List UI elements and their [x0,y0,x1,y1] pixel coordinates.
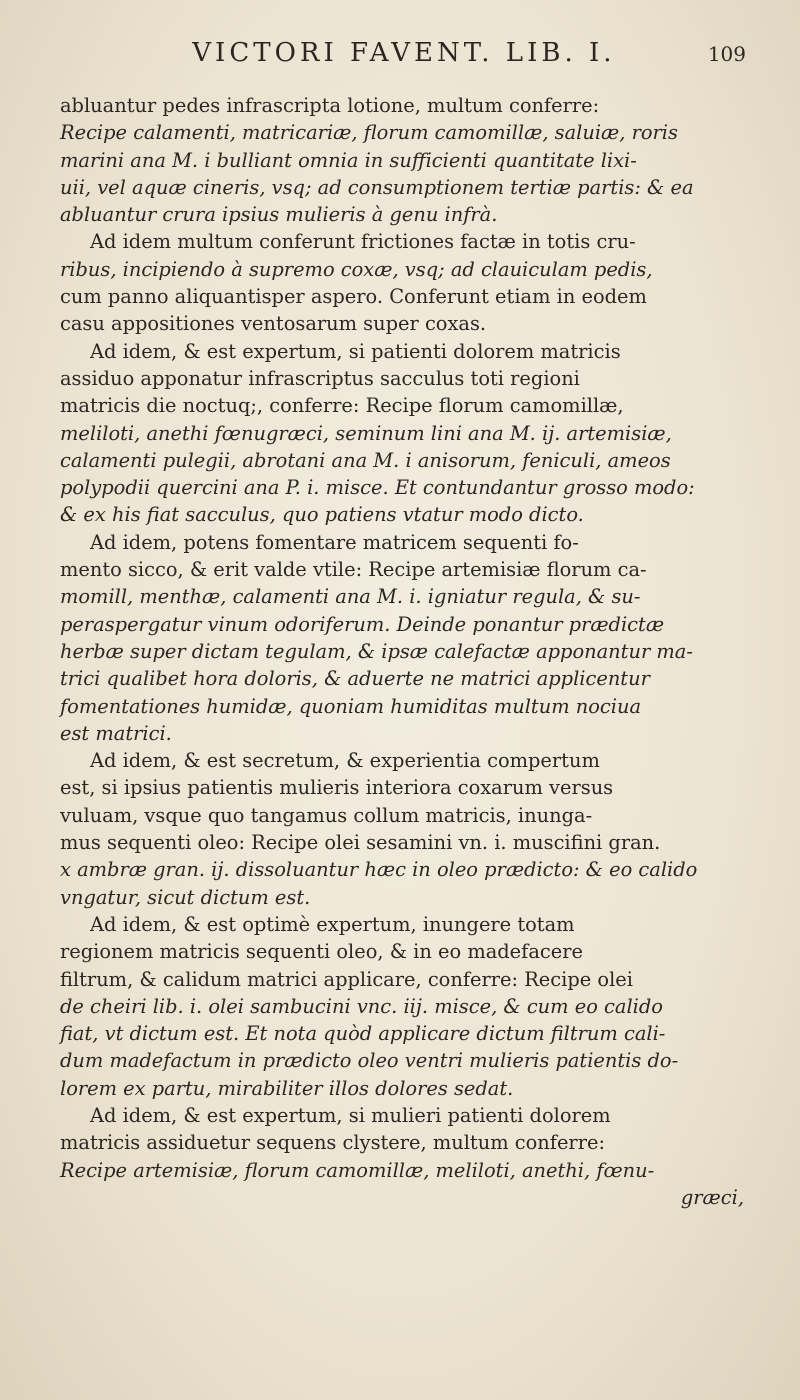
text-line: mento sicco, & erit valde vtile: Recipe artemisiæ florum ca- [60,558,647,582]
text-line: ribus, incipiendo à supremo coxæ, vsq; ad clauiculam pedis, [60,257,653,281]
text-line: Recipe artemisiæ, florum camomillæ, meliloti, anethi, fœnu- [60,1158,655,1182]
running-head: VICTORI FAVENT. LIB. I. [192,38,616,68]
text-line: peraspergatur vinum odoriferum. Deinde ponantur prædictæ [60,612,665,636]
text-line: x ambræ gran. ij. dissoluantur hæc in oleo prædicto: & eo calido [60,858,698,882]
text-line: herbæ super dictam tegulam, & ipsæ calefactæ apponantur ma- [60,639,693,663]
text-line: de cheiri lib. i. olei sambucini vnc. iij. misce, & cum eo calido [60,994,663,1018]
paragraph-7 [60,1102,754,1211]
page-header [60,38,754,78]
text-line: abluantur pedes infrascripta lotione, multum conferre: [60,94,600,117]
text-line: fiat, vt dictum est. Et nota quòd applicare dictum filtrum cali- [60,1022,666,1046]
text-line: lorem ex partu, mirabiliter illos dolores sedat. [60,1076,514,1100]
text-line: mus sequenti oleo: Recipe olei sesamini vn. i. muscifini gran. [60,831,661,855]
text-line: cum panno aliquantisper aspero. Conferunt etiam in eodem [60,285,647,309]
paragraph-4 [60,529,754,747]
text-line: Ad idem, & est expertum, si mulieri patienti dolorem [90,1103,611,1127]
page-body [60,92,754,1211]
text-line: polypodii quercini ana P. i. misce. Et contundantur grosso modo: [60,476,695,500]
paragraph-6 [60,911,754,1102]
text-line: abluantur crura ipsius mulieris à genu infrà. [60,203,498,227]
text-line: Recipe calamenti, matricariæ, florum camomillæ, saluiæ, roris [60,121,678,145]
text-line: matricis die noctuq;, conferre: Recipe florum camomillæ, [60,394,624,418]
text-line: momill, menthæ, calamenti ana M. i. igniatur regula, & su- [60,585,641,609]
text-line: Ad idem multum conferunt frictiones factæ in totis cru- [90,230,636,254]
text-line: assiduo apponatur infrascriptus sacculus toti regioni [60,366,580,390]
text-line: casu appositiones ventosarum super coxas. [60,312,487,336]
text-line: Ad idem, & est expertum, si patienti dolorem matricis [90,339,621,363]
text-line: matricis assiduetur sequens clystere, multum conferre: [60,1131,605,1155]
paragraph-3 [60,338,754,529]
text-line: filtrum, & calidum matrici applicare, conferre: Recipe olei [60,967,633,991]
text-line: est matrici. [60,721,172,745]
page-number: 109 [707,42,746,66]
text-line: dum madefactum in prædicto oleo ventri mulieris patientis do- [60,1049,679,1073]
text-line: Ad idem, & est optimè expertum, inungere totam [90,912,575,936]
text-line: uii, vel aquæ cineris, vsq; ad consumptionem tertiæ partis: & ea [60,175,694,199]
text-line: & ex his fiat sacculus, quo patiens vtatur modo dicto. [60,503,584,527]
catchword: græci, [680,1185,744,1209]
text-line: vuluam, vsque quo tangamus collum matricis, inunga- [60,803,593,827]
text-line: calamenti pulegii, abrotani ana M. i anisorum, feniculi, ameos [60,448,671,472]
paragraph-1 [60,92,754,228]
text-line: trici qualibet hora doloris, & aduerte ne matrici applicentur [60,667,650,691]
text-line: marini ana M. i bulliant omnia in sufficienti quantitate lixi- [60,148,637,172]
text-line: vngatur, sicut dictum est. [60,885,311,909]
text-line: Ad idem, & est secretum, & experientia compertum [90,749,600,773]
paragraph-5 [60,747,754,911]
paragraph-2 [60,228,754,337]
text-line: Ad idem, potens fomentare matricem sequenti fo- [90,530,579,554]
text-line: regionem matricis sequenti oleo, & in eo madefacere [60,940,583,964]
text-line: meliloti, anethi fœnugræci, seminum lini ana M. ij. artemisiæ, [60,421,672,445]
text-line: est, si ipsius patientis mulieris interiora coxarum versus [60,776,614,800]
text-line: fomentationes humidæ, quoniam humiditas multum nociua [60,694,642,718]
